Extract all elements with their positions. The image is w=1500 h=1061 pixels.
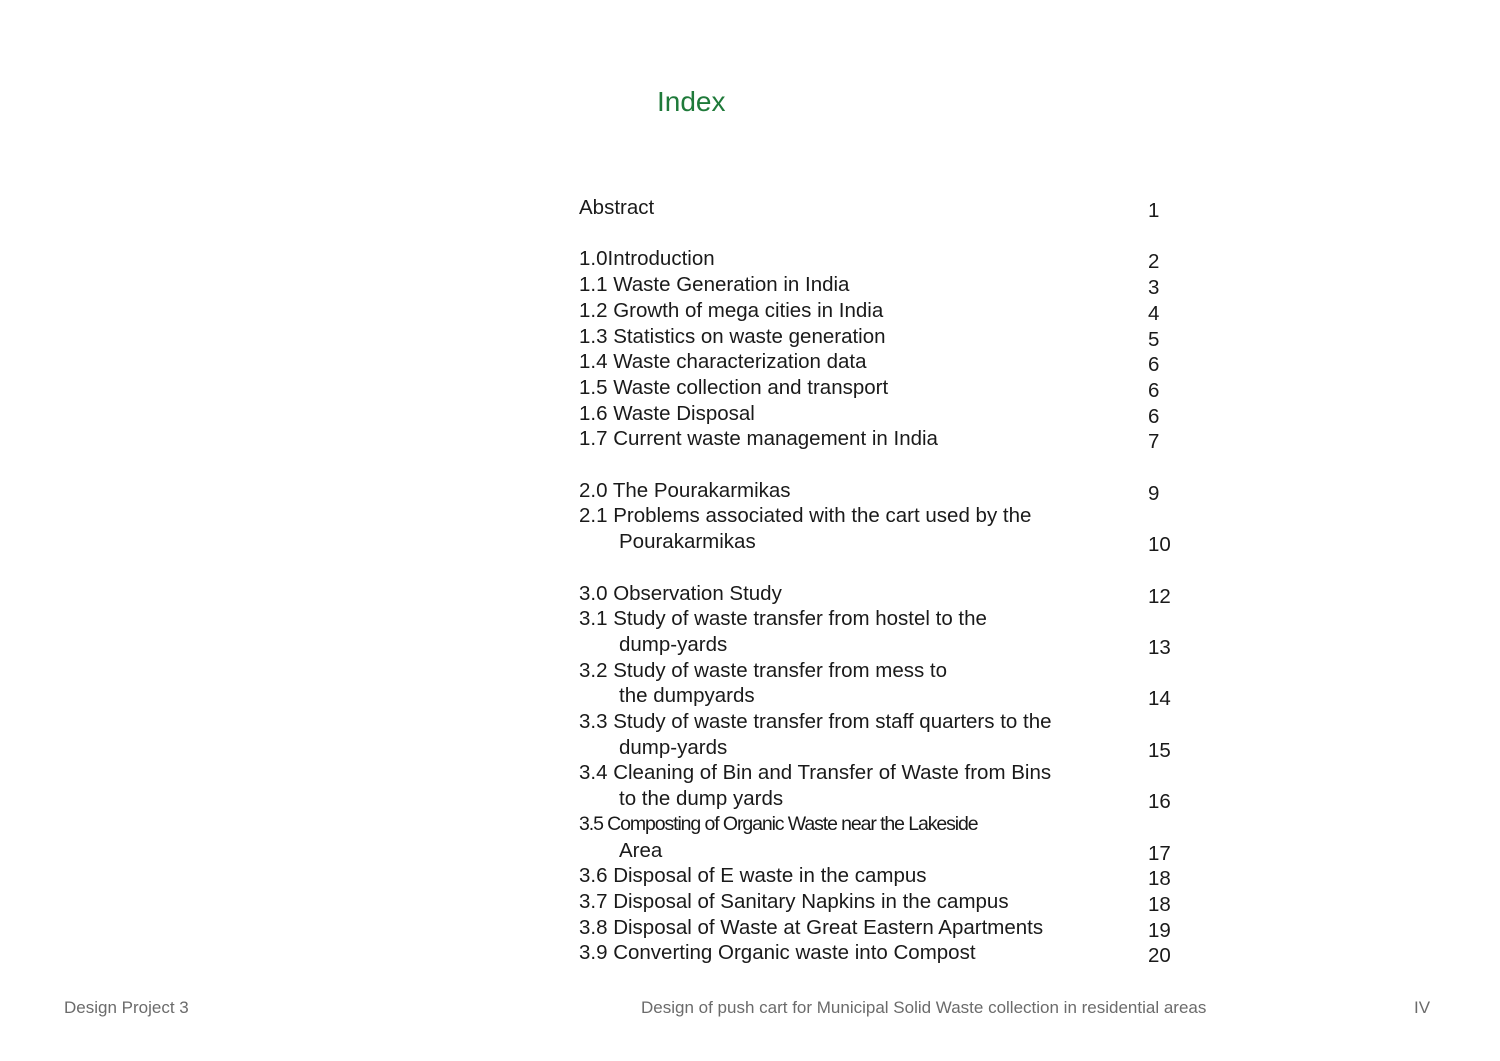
toc-section-spacer (579, 452, 1199, 478)
toc-entry-title: 1.1 Waste Generation in India (579, 273, 850, 297)
toc-entry-title: 3.4 Cleaning of Bin and Transfer of Waste from Bins (579, 761, 1052, 785)
toc-entry-title: 1.2 Growth of mega cities in India (579, 298, 884, 322)
toc-entry (579, 478, 1199, 504)
toc-entry-page-number: 1 (1148, 199, 1160, 222)
toc-entry-title: 3.5 Composting of Organic Waste near the Lakeside (579, 812, 978, 835)
toc-entry-page-number: 4 (1148, 301, 1160, 325)
page-title: Index (657, 86, 726, 117)
toc-entry-page-number: 14 (1148, 687, 1171, 711)
toc-entry (579, 401, 1199, 427)
toc-entry-page-number: 6 (1148, 353, 1160, 377)
toc-entry-title: 3.9 Converting Organic waste into Compost (579, 941, 976, 965)
toc-entry (579, 606, 1199, 657)
toc-entry-title: 2.1 Problems associated with the cart used by the (579, 504, 1032, 528)
toc-entry (579, 709, 1199, 760)
toc-entry-title-continued: Area (619, 838, 663, 862)
footer-page-number: IV (1414, 998, 1431, 1017)
toc-entry (579, 658, 1199, 709)
toc-entry-page-number: 6 (1148, 378, 1160, 402)
toc-entry (579, 889, 1199, 915)
toc-entry-title: Abstract (579, 196, 655, 219)
toc-entry-title: 3.1 Study of waste transfer from hostel to the (579, 607, 987, 631)
toc-entry (579, 863, 1199, 889)
toc-entry-title: 3.2 Study of waste transfer from mess to (579, 658, 948, 682)
toc-entry-page-number: 2 (1148, 250, 1160, 274)
toc-entry-title: 1.7 Current waste management in India (579, 427, 938, 451)
toc-entry (579, 246, 1199, 272)
toc-entry (579, 940, 1199, 966)
toc-section-spacer (579, 221, 1199, 247)
toc-entry-title: 1.5 Waste collection and transport (579, 375, 889, 399)
toc-entry (579, 426, 1199, 452)
toc-entry-page-number: 20 (1148, 944, 1171, 968)
toc-entry-page-number: 18 (1148, 867, 1171, 891)
toc-entry-page-number: 16 (1148, 790, 1171, 814)
toc-entry-title-continued: Pourakarmikas (619, 530, 756, 554)
toc-entry-title: 2.0 The Pourakarmikas (579, 478, 791, 502)
toc-entry (579, 349, 1199, 375)
toc-section-spacer (579, 555, 1199, 581)
toc-entry-page-number: 10 (1148, 533, 1171, 557)
toc-entry (579, 503, 1199, 557)
toc-entry-title: 3.0 Observation Study (579, 581, 782, 605)
toc-entry-page-number: 18 (1148, 892, 1171, 916)
toc-entry-title: 3.3 Study of waste transfer from staff quarters to the (579, 710, 1052, 734)
toc-entry (579, 760, 1199, 814)
toc-entry-page-number: 12 (1148, 584, 1171, 608)
toc-entry-page-number: 17 (1148, 841, 1171, 865)
toc-entry-title: 3.7 Disposal of Sanitary Napkins in the campus (579, 889, 1009, 913)
toc-entry-page-number: 6 (1148, 404, 1160, 428)
toc-entry-title: 1.3 Statistics on waste generation (579, 324, 886, 348)
toc-entry-title: 1.0Introduction (579, 247, 715, 271)
toc-entry (579, 324, 1199, 350)
footer-project-label: Design Project 3 (64, 998, 189, 1017)
toc-entry-title-continued: to the dump yards (619, 787, 784, 811)
toc-entry-page-number: 15 (1148, 738, 1171, 762)
toc-entry-page-number: 9 (1148, 481, 1160, 505)
toc-entry (579, 298, 1199, 324)
toc-entry-page-number: 7 (1148, 430, 1160, 454)
toc-entry-page-number: 5 (1148, 327, 1160, 351)
toc-entry (579, 195, 1199, 221)
toc-entry-title: 1.6 Waste Disposal (579, 401, 755, 425)
toc-entry-title: 3.8 Disposal of Waste at Great Eastern Apartments (579, 915, 1044, 939)
toc-entry (579, 581, 1199, 607)
footer-document-title: Design of push cart for Municipal Solid Waste collection in residential areas (641, 998, 1207, 1017)
toc-entry (579, 375, 1199, 401)
toc-entry (579, 272, 1199, 298)
toc-entry-page-number: 3 (1148, 276, 1160, 300)
toc-entry-title-continued: dump-yards (619, 632, 728, 656)
toc-entry-page-number: 13 (1148, 635, 1171, 659)
toc-entry (579, 812, 1199, 863)
table-of-contents (579, 195, 1199, 966)
toc-entry-title: 1.4 Waste characterization data (579, 350, 867, 374)
toc-entry-title: 3.6 Disposal of E waste in the campus (579, 864, 927, 888)
toc-entry-page-number: 19 (1148, 918, 1171, 942)
toc-entry-title-continued: the dumpyards (619, 684, 755, 708)
toc-entry (579, 915, 1199, 941)
toc-entry-title-continued: dump-yards (619, 735, 728, 759)
